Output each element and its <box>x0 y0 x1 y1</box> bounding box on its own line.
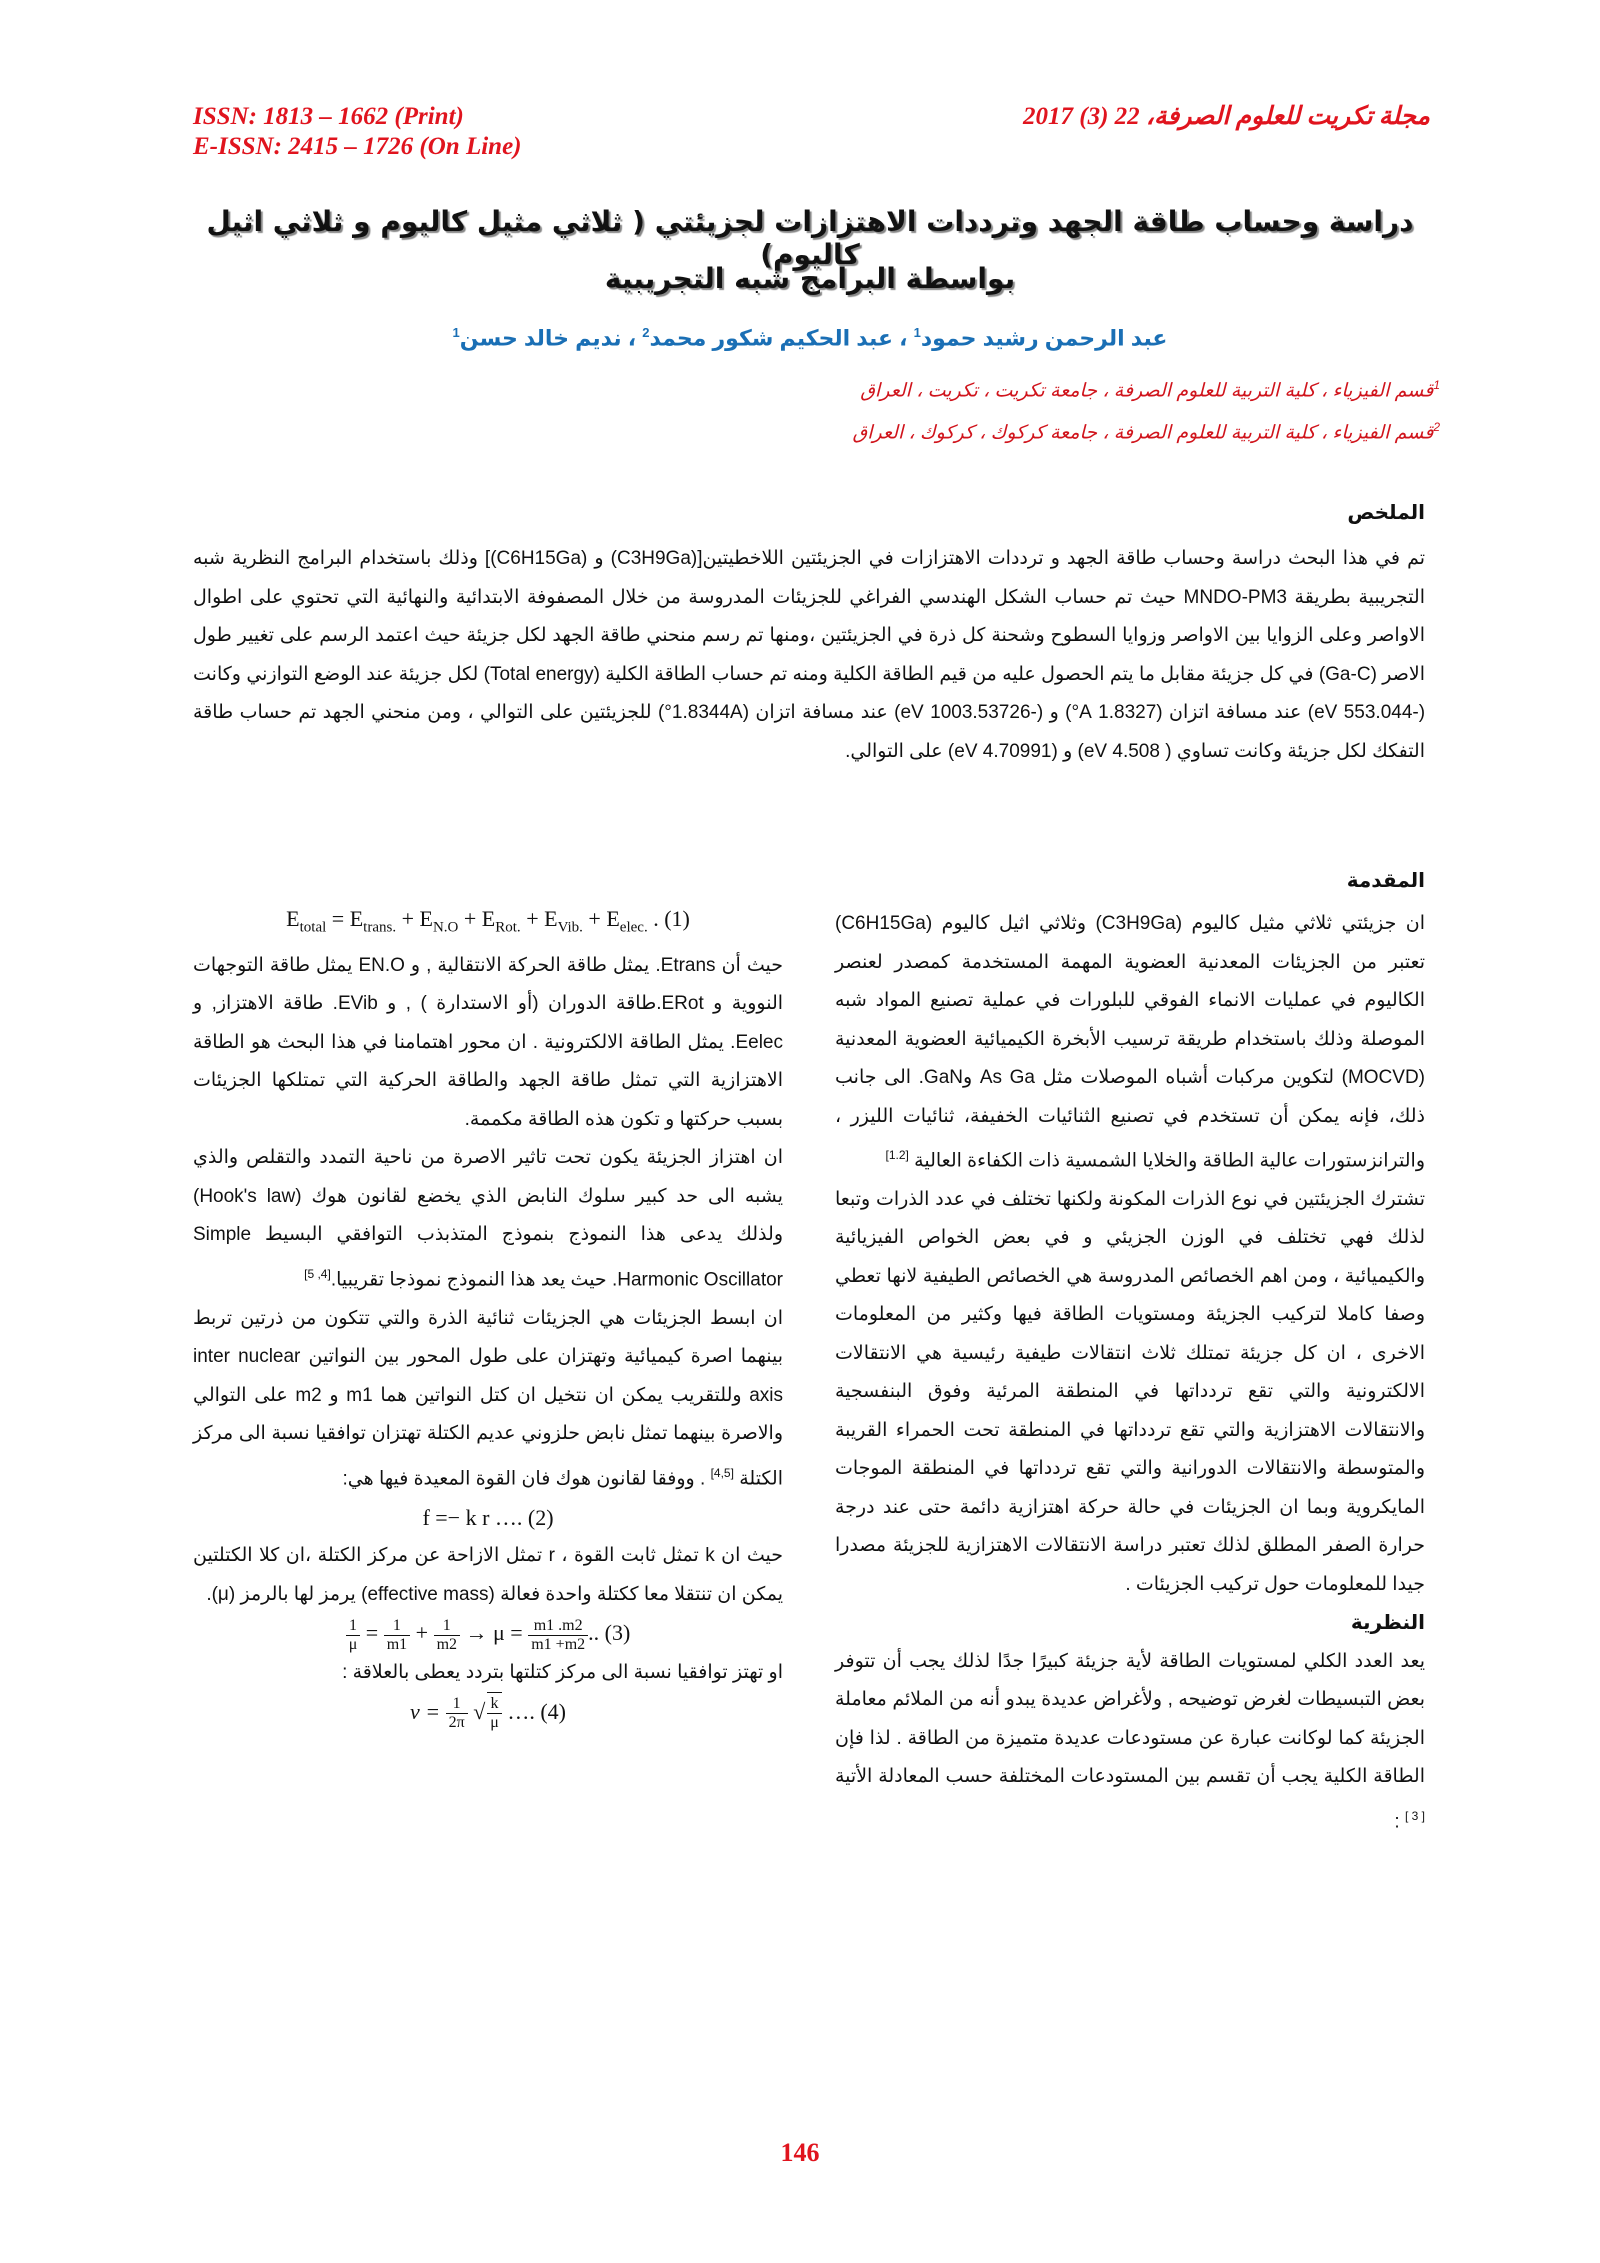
equation-4: v = $\frac{1}{2\pi}$ √ $\frac{k}{\mu}$ …. (4) <box>193 1692 783 1732</box>
page-number: 146 <box>780 2138 820 2167</box>
paper-title-line2: بواسطة البرامج شبه التجريبية <box>604 262 1016 295</box>
citation: [4,5] <box>710 1465 734 1480</box>
paper-title-line1: دراسة وحساب طاقة الجهد وترددات الاهتزازات لجزيئتي ( ثلاثي مثيل كاليوم و ثلاثي اثيل كاليوم) <box>206 205 1414 271</box>
left-paragraph-1: حيث أن Etrans. يمثل طاقة الحركة الانتقالية , و EN.O يمثل طاقة التوجهات النووية و ERot.طاقة الدوران (أو الاستدارة ) , و EVib. طاقة الاهتزاز, و Eelec. يمثل الطاقة الالكترونية . ان محور اهتمامنا في هذا البحث هو الطاقة الاهتزازية التي تمثل طاقة الجهد والطاقة الحركية التي تمتلكها الجزيئات بسبب حركتها و تكون هذه الطاقة مكممة. <box>193 954 784 1130</box>
theory-heading: النظرية <box>1350 1612 1425 1635</box>
citation: [4, 5] <box>304 1266 331 1281</box>
affiliation-1: $^1$قسم الفيزياء ، كلية التربية للعلوم الصرفة ، جامعة تكريت ، تكريت ، العراق <box>860 378 1440 402</box>
citation: [ 3 ] <box>1404 1808 1425 1823</box>
author-list: عبد الرحمن رشيد حمود$^1$ ، عبد الحكيم شكور محمد$^2$ ، نديم خالد حسن$^1$ <box>452 325 1168 351</box>
equation-2: f =− k r …. (2) <box>422 1504 554 1530</box>
issn-block <box>193 102 522 162</box>
left-paragraph-4: حيث ان k تمثل ثابت القوة ، r تمثل الازاحة عن مركز الكتلة ،ان كلا الكتلتين يمكن ان تنتقلا معا ككتلة واحدة فعالة (effective mass) يرمز لها بالرمز (μ). <box>193 1545 783 1605</box>
theory-paragraph-1: يعد العدد الكلي لمستويات الطاقة لأية جزيئة كبيرًا جدًا لذلك يجب أن تتوفر بعض التبسيطات لغرض توضيحه , ولأغراض عديدة يبدو أنه من الملائم معاملة الجزيئة كما لوكانت عبارة عن مستودعات عديدة متميزة من الطاقة . لذا فإن الطاقة الكلية يجب أن تقسم بين المستودعات المختلفة حسب المعادلة الأتية [ 3 ] : <box>835 1650 1425 1833</box>
left-paragraph-5: او تهتز توافقيا نسبة الى مركز كتلتها بتردد يعطى بالعلاقة : <box>342 1661 783 1683</box>
left-paragraph-3: ان ابسط الجزيئات هي الجزيئات ثنائية الذرة والتي تتكون من ذرتين تربط بينهما اصرة كيميائية وتهتزان على طول المحور بين النواتين inter nuclear axis وللتقريب يمكن ان نتخيل ان كتل النواتين هما m1 و m2 على التوالي والاصرة بينهما تمثل نابض حلزوني عديم الكتلة تهتزان توافقيا نسبة الى مركز الكتلة [4,5] . ووفقا لقانون هوك فان القوة المعيدة فيها هي: <box>193 1307 784 1490</box>
author: نديم خالد حسن <box>459 325 622 351</box>
journal-citation: مجلة تكريت للعلوم الصرفة، 22 (3) 2017 <box>1022 103 1430 130</box>
issn-print: ISSN: 1813 – 1662 (Print) <box>193 103 464 130</box>
abstract-heading: الملخص <box>1347 502 1425 524</box>
author: عبد الرحمن رشيد حمود <box>920 325 1168 351</box>
equation-3: $\frac{1}{\mu}$ = $\frac{1}{m1}$ + $\frac{1}{m2}$ → μ = $\frac{m1 .m2}{m1 +m2}$ .. (3) <box>193 1614 783 1653</box>
citation: [1.2] <box>885 1148 909 1162</box>
equation-1: $E_{total} = E_{trans.} + E_{N.O} + E_{Rot.} + E_{Vib.} + E_{elec.}$ . (1) <box>286 906 690 936</box>
affiliation-2: $^2$قسم الفيزياء ، كلية التربية للعلوم الصرفة ، جامعة كركوك ، كركوك ، العراق <box>852 420 1440 444</box>
issn-online: E-ISSN: 2415 – 1726 (On Line) <box>193 133 522 160</box>
left-column <box>193 900 783 1732</box>
left-paragraph-2: ان اهتزاز الجزيئة يكون تحت تاثير الاصرة من ناحية التمدد والتقلص والذي يشبه الى حد كبير سلوك النابض الذي يخضع لقانون هوك (Hook's law) ولذلك يدعى هذا النموذج بنموذج المتذبذب التوافقي البسيط Simple Harmonic Oscillator. حيث يعد هذا النموذج نموذجا تقريبيا.[4, 5] <box>193 1147 783 1291</box>
author: عبد الحكيم شكور محمد <box>649 325 893 351</box>
introduction-heading: المقدمة <box>1346 870 1425 892</box>
abstract-body: تم في هذا البحث دراسة وحساب طاقة الجهد و ترددات الاهتزازات في الجزيئتين اللاخطيتين[(C3H9Ga) و (C6H15Ga)] وذلك باستخدام البرامج النظرية شبه التجريبية بطريقة MNDO-PM3 حيث تم حساب الشكل الهندسي الفراغي للجزيئات المدروسة من خلال المصفوفة الابتدائية والنهائية التي تحتوي على اطوال الاواصر وعلى الزوايا بين الاواصر وزوايا السطوح وشحنة كل ذرة في الجزيئتين ،ومنها تم رسم منحني طاقة الجهد لكل جزيئة حيث اعتمد الرسم على تغيير طول الاصر (Ga-C) في كل جزيئة مقابل ما يتم الحصول عليه من قيم الطاقة الكلية ومنه تم حساب الطاقة الكلية (Total energy) لكل جزيئة عند الوضع التوازني وكانت (-553.044 eV) عند مسافة اتزان (1.8327 A°) و (-1003.53726 eV) عند مسافة اتزان (1.8344A°) للجزيئتين على التوالي ، ومن منحني الجهد تم حساب طاقة التفكك لكل جزيئة وكانت تساوي ( 4.508 eV) و (4.70991 eV) على التوالي. <box>193 548 1426 762</box>
intro-paragraph-2: تشترك الجزيئتين في نوع الذرات المكونة ولكنها تختلف في عدد الذرات وتبعا لذلك فهي تختلف في الوزن الجزيئي و في بعض الخواص الفيزيائية والكيميائية ، ومن اهم الخصائص المدروسة هي الخصائص الطيفية لانها تعطي وصفا كاملا لتركيب الجزيئة ومستويات الطاقة فيها وكثير من المعلومات الاخرى ، ان كل جزيئة تمتلك ثلاث انتقالات طيفية رئيسية هي الانتقالات الالكترونية والتي تقع تردداتها في المنطقة المرئية وفوق البنفسجية والانتقالات الاهتزازية والتي تقع تردداتها في المنطقة تحت الحمراء القريبة والمتوسطة والانتقالات الدورانية والتي تقع تردداتها في المنطقة الموجات المايكروية وبما ان الجزيئات في حالة حركة اهتزازية دائمة حتى عند درجة حرارة الصفر المطلق لذلك تعتبر دراسة الانتقالات الاهتزازية للجزيئة مصدرا جيدا للمعلومات حول تركيب الجزيئات . <box>835 1188 1425 1595</box>
intro-paragraph-1: ان جزيئتي ثلاثي مثيل كاليوم (C3H9Ga) وثلاثي اثيل كاليوم (C6H15Ga) تعتبر من الجزيئات المعدنية العضوية المهمة المستخدمة كمصدر لعنصر الكاليوم في عمليات الانماء الفوقي للبلورات في عملية تصنيع المواد شبه الموصلة وذلك باستخدام طريقة ترسيب الأبخرة الكيميائية العضوية المعدنية (MOCVD) لتكوين مركبات أشباه الموصلات مثل As Ga وGaN. الى جانب ذلك، فإنه يمكن أن تستخدم في تصنيع الثنائيات الخفيفة، ثنائيات الليزر ، والترانزستورات عالية الطاقة والخلايا الشمسية ذات الكفاءة العالية [1.2] <box>835 913 1425 1172</box>
introduction-body <box>835 905 1425 1842</box>
